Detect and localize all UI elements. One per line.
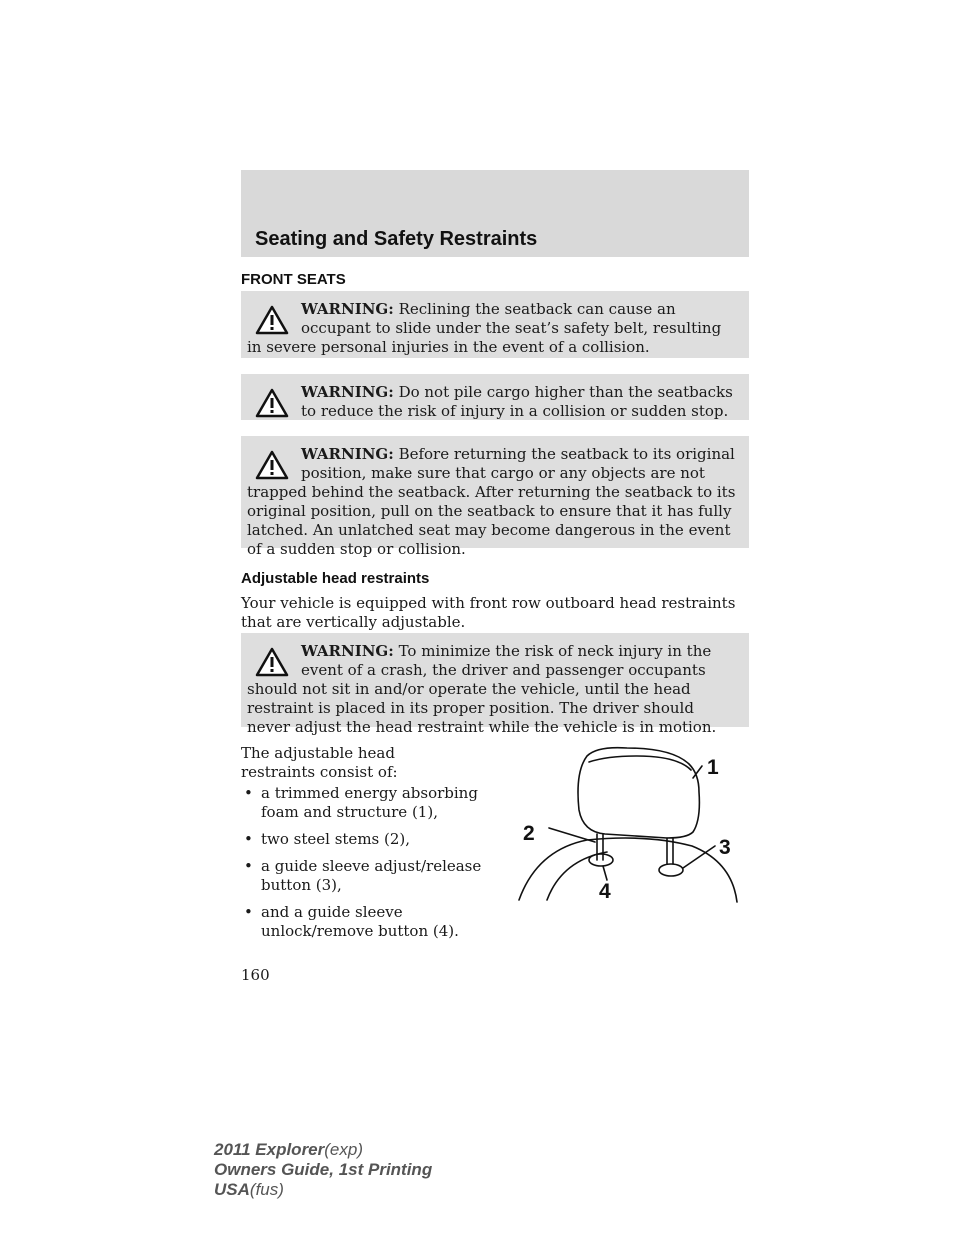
bullet: • bbox=[244, 784, 253, 802]
footer-region-code: (fus) bbox=[249, 1180, 284, 1199]
warning-text: To minimize the risk of neck injury in the event of a crash, the driver and passenger occupants should not sit in and/or operate the vehicle, until the head restraint is placed in its proper position. The driver should never adjust the head restraint while the vehicle is in motion. bbox=[247, 642, 717, 736]
head-restraints-intro: Your vehicle is equipped with front row outboard head restraints that are vertically adjustable. bbox=[241, 594, 736, 631]
components-list bbox=[241, 784, 501, 949]
callout-4: 4 bbox=[599, 880, 611, 903]
warning-box-recline bbox=[241, 291, 749, 358]
warning-text: Before returning the seatback to its original position, make sure that cargo or any objects are not trapped behind the seatback. After returning the seatback to its original position, pull on the seatback to ensure that it has fully latched. An unlatched seat may become dangerous in the event of a sudden stop or collision. bbox=[247, 445, 736, 558]
list-item: • two steel stems (2), bbox=[244, 830, 411, 848]
warning-label: WARNING: bbox=[301, 642, 394, 660]
print-footer bbox=[214, 1140, 432, 1200]
footer-guide: Owners Guide, 1st Printing bbox=[214, 1160, 433, 1179]
bullet: • bbox=[244, 857, 253, 875]
bullet: • bbox=[244, 903, 253, 921]
section-title: Seating and Safety Restraints bbox=[255, 228, 538, 250]
warning-label: WARNING: bbox=[301, 383, 394, 401]
front-seats-heading: FRONT SEATS bbox=[241, 271, 346, 288]
warning-box-seatback-return bbox=[241, 436, 749, 558]
warning-box-neck-injury bbox=[241, 633, 749, 736]
warning-label: WARNING: bbox=[301, 445, 394, 463]
list-item: • a trimmed energy absorbing foam and structure (1), bbox=[244, 784, 478, 821]
list-item: • and a guide sleeve unlock/remove button (4). bbox=[244, 903, 459, 940]
callout-1: 1 bbox=[707, 756, 719, 779]
callout-2: 2 bbox=[523, 822, 535, 845]
footer-model: 2011 Explorer bbox=[214, 1140, 325, 1159]
list-intro: The adjustable head restraints consist of: bbox=[241, 744, 398, 781]
warning-triangle-icon bbox=[255, 305, 289, 335]
warning-triangle-icon bbox=[255, 450, 289, 480]
page-number: 160 bbox=[241, 966, 270, 984]
footer-region: USA bbox=[214, 1180, 250, 1199]
warning-text: Reclining the seatback can cause an occupant to slide under the seat’s safety belt, resulting in severe personal injuries in the event of a collision. bbox=[247, 300, 722, 356]
warning-box-cargo bbox=[241, 374, 749, 420]
footer-model-code: (exp) bbox=[324, 1140, 363, 1159]
callout-3: 3 bbox=[719, 836, 731, 859]
warning-triangle-icon bbox=[255, 647, 289, 677]
warning-triangle-icon bbox=[255, 388, 289, 418]
bullet: • bbox=[244, 830, 253, 848]
section-header-band bbox=[241, 170, 749, 257]
warning-text: Do not pile cargo higher than the seatbacks to reduce the risk of injury in a collision or sudden stop. bbox=[301, 383, 733, 420]
list-item: • a guide sleeve adjust/release button (3), bbox=[244, 857, 482, 894]
head-restraint-illustration bbox=[517, 742, 750, 904]
head-restraints-heading: Adjustable head restraints bbox=[241, 570, 430, 587]
warning-label: WARNING: bbox=[301, 300, 394, 318]
